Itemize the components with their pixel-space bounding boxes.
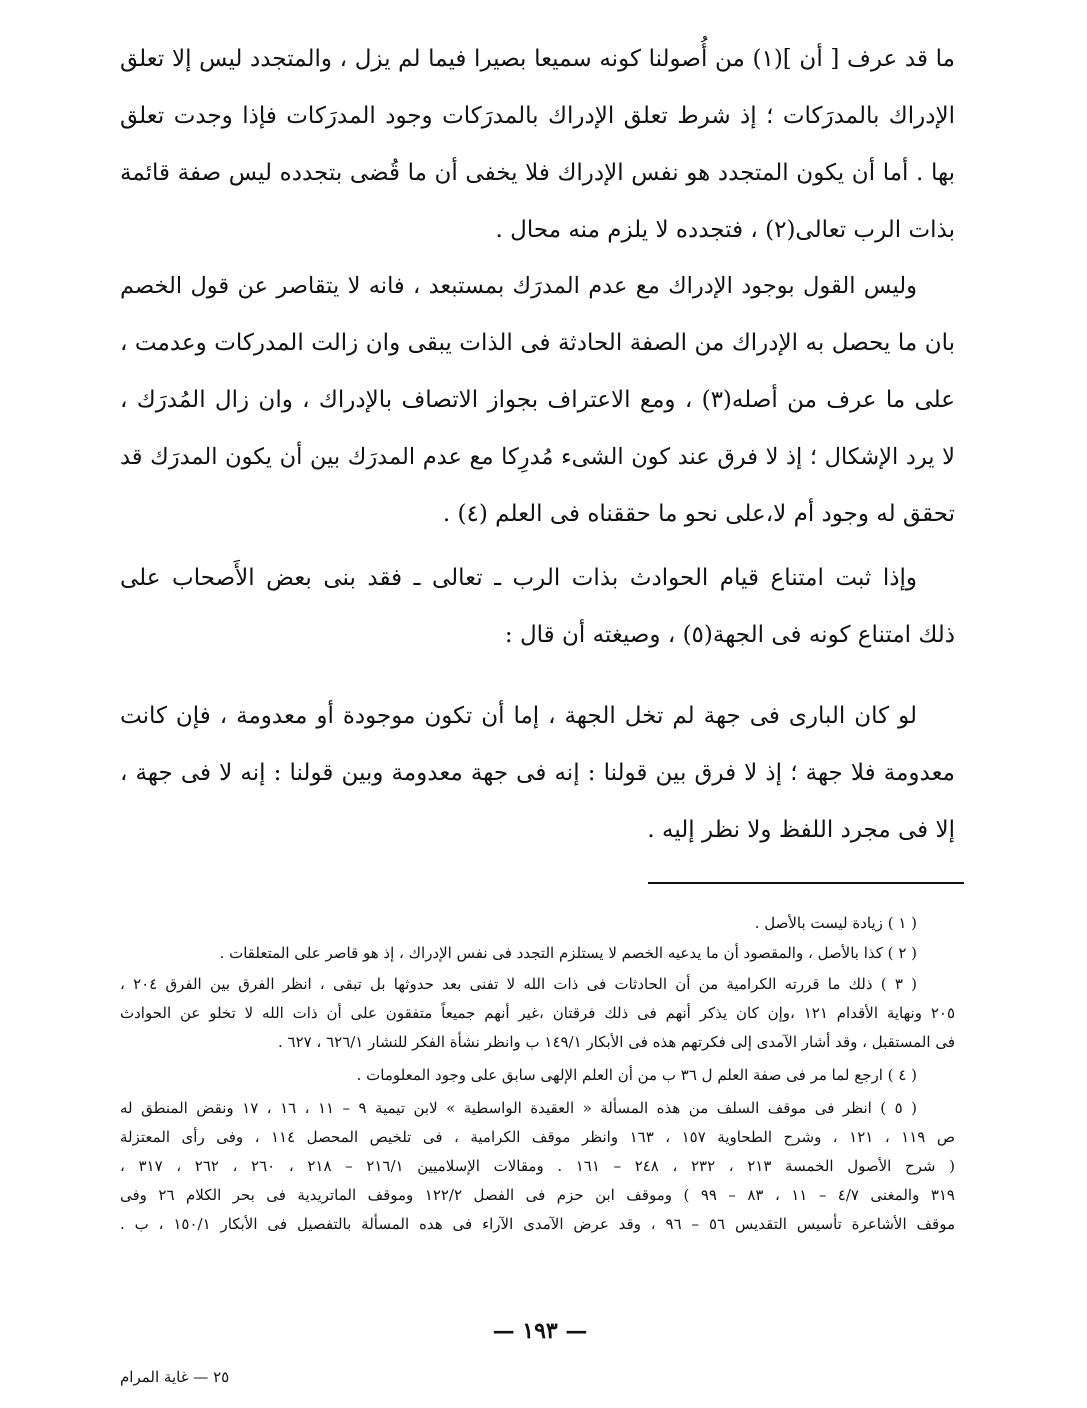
text-line: لا يرد الإشكال ؛ إذ لا فرق عند كون الشىء مُدرِكا مع عدم المدرَك بين أن يكون المدرَك قد <box>120 444 955 470</box>
paragraph-2 <box>120 258 955 543</box>
text-line: على ما عرف من أصله(٣) ، ومع الاعتراف بجواز الاتصاف بالإدراك ، وان زال المُدرَك ، <box>120 387 955 413</box>
text-line: ذلك امتناع كونه فى الجهة(٥) ، وصيغته أن قال : <box>504 622 955 648</box>
footnote-line: ( ٢ ) كذا بالأصل ، والمقصود أن ما يدعيه الخصم لا يستلزم التجدد فى نفس الإدراك ، إذ هو قاصر على المتعلقات . <box>219 944 917 962</box>
footnote-line: ٣١٩ والمغنى ٤/٧ – ١١ ، ٨٣ – ٩٩ ) وموقف ابن حزم فى الفصل ١٢٢/٢ وموقف الماتريدية فى بحر الكلام ٢٦ وفى <box>120 1186 955 1204</box>
text-line: لو كان البارى فى جهة لم تخل الجهة ، إما أن تكون موجودة أو معدومة ، فإن كانت <box>120 703 917 729</box>
paragraph-1 <box>120 31 955 259</box>
footnote-line: ( ٥ ) انظر فى موقف السلف من هذه المسألة « العقيدة الواسطية » لابن تيمية ٩ – ١١ ، ١٦ ، ١٧ ونقض المنطق له <box>120 1099 917 1117</box>
footnote-line: فى المستقبل ، وقد أشار الآمدى إلى فكرتهم هذه فى الأبكار ١٤٩/١ ب وانظر نشأة الفكر للنشار ٦٢٦/١ ، ٦٢٧ . <box>277 1033 955 1051</box>
footnote-2 <box>120 939 955 968</box>
page-number: — ١٩٣ — <box>492 1318 588 1344</box>
text-line: تحقق له وجود أم لا،على نحو ما حققناه فى العلم (٤) . <box>442 501 955 527</box>
footnote-line: ص ١١٩ ، ١٢١ ، وشرح الطحاوية ١٥٧ ، ١٦٣ وانظر موقف الكرامية ، فى تلخيص المحصل ١١٤ ، وفى رأى المعتزلة <box>120 1128 955 1146</box>
text-line: وليس القول بوجود الإدراك مع عدم المدرَك بمستبعد ، فانه لا يتقاصر عن قول الخصم <box>120 273 917 299</box>
footnote-4 <box>120 1061 955 1090</box>
paragraph-3 <box>120 550 955 664</box>
text-line: إلا فى مجرد اللفظ ولا نظر إليه . <box>647 817 955 843</box>
footnote-line: ( ٣ ) ذلك ما قررته الكرامية من أن الحادثات فى ذات الله لا تفنى بعد حدوثها بل تبقى ، انظر الفرق بين الفرق ٢٠٤ ، <box>120 975 918 993</box>
text-line: ما قد عرف [ أن ](١) من أُصولنا كونه سميعا بصيرا فيما لم يزل ، والمتجدد ليس إلا تعلق <box>120 46 955 72</box>
text-line: بها . أما أن يكون المتجدد هو نفس الإدراك فلا يخفى أن ما قُضى بتجدده ليس صفة قائمة <box>120 160 955 186</box>
footnote-line: موقف الأشاعرة تأسيس التقديس ٥٦ – ٩٦ ، وقد عرض الآمدى الآراء فى هده المسألة بالتفصيل فى الأبكار ١٥٠/١ ، ب . <box>120 1215 955 1233</box>
footnote-separator <box>648 882 964 884</box>
footnote-line: ٢٠٥ ونهاية الأقدام ١٢١ ،وإن كان يذكر أنهم فى ذلك فرقتان ،غير أنهم جميعاً متفقون على أن ذات الله لا تخلو عن الحوادث <box>120 1004 955 1022</box>
text-line: بذات الرب تعالى(٢) ، فتجدده لا يلزم منه محال . <box>495 217 955 243</box>
text-line: معدومة فلا جهة ؛ إذ لا فرق بين قولنا : إنه فى جهة معدومة وبين قولنا : إنه لا فى جهة ، <box>120 760 955 786</box>
footnote-line: ( ٤ ) ارجع لما مر فى صفة العلم ل ٣٦ ب من أن العلم الإلهى سابق على وجود المعلومات . <box>356 1066 917 1084</box>
text-line: الإدراك بالمدرَكات ؛ إذ شرط تعلق الإدراك بالمدرَكات وجود المدرَكات فإذا وجدت تعلق <box>120 103 955 129</box>
footnote-3 <box>120 970 955 1057</box>
footnote-line: ( شرح الأصول الخمسة ٢١٣ ، ٢٣٢ ، ٢٤٨ – ١٦١ . ومقالات الإسلاميين ٢١٦/١ – ٢١٨ ، ٢٦٠ ، ٢٦٢ ، ٣١٧ ، <box>120 1157 955 1175</box>
text-line: بان ما يحصل به الإدراك من الصفة الحادثة فى الذات يبقى وان زالت المدركات وعدمت ، <box>120 330 955 356</box>
text-line: وإذا ثبت امتناع قيام الحوادث بذات الرب ـ تعالى ـ فقد بنى بعض الأَصحاب على <box>120 565 917 591</box>
signature-mark: ٢٥ — غاية المرام <box>120 1368 230 1386</box>
footnote-1 <box>120 909 955 938</box>
footnote-5 <box>120 1094 955 1239</box>
footnote-line: ( ١ ) زيادة ليست بالأصل . <box>754 914 917 932</box>
paragraph-4 <box>120 688 955 859</box>
footnotes <box>120 909 955 1239</box>
